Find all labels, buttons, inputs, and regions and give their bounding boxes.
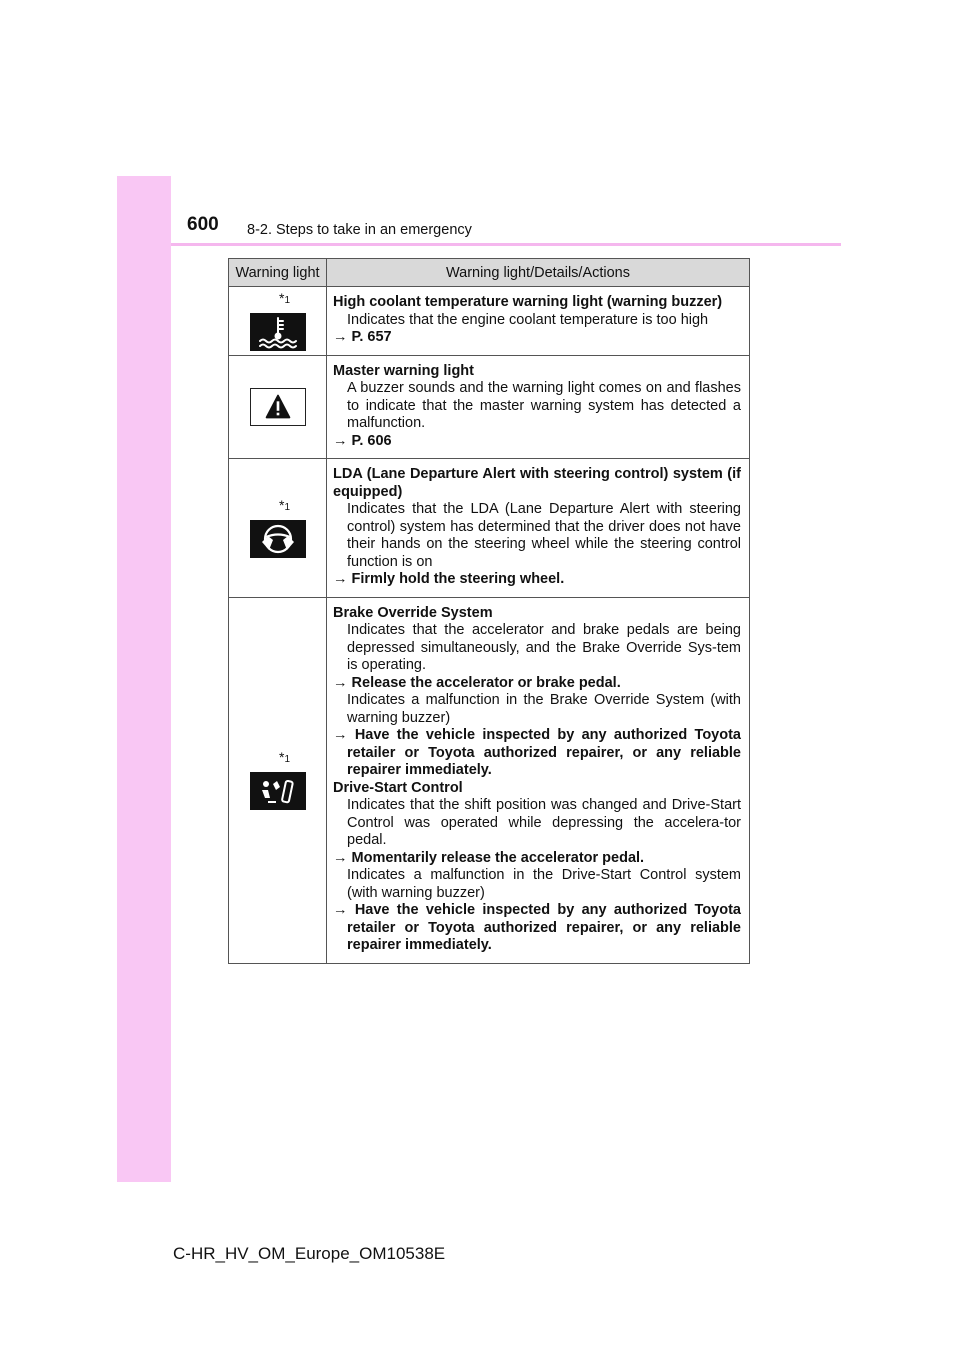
footnote-number: 1 <box>284 501 290 513</box>
column-header-warning-light: Warning light <box>229 259 327 287</box>
details-cell <box>327 287 750 356</box>
table-row <box>229 287 750 356</box>
column-header-details: Warning light/Details/Actions <box>327 259 750 287</box>
table-row <box>229 459 750 598</box>
description-text: Indicates that the LDA (Lane Departure Alert with steering control) system has determined that the driver does not have their hands on the steering wheel while the steering control function is on <box>347 501 741 570</box>
coolant-temperature-icon <box>250 313 306 351</box>
action-reference: → P. 657 <box>333 329 392 345</box>
warning-light-table <box>228 258 750 964</box>
action-reference: → Release the accelerator or brake pedal. <box>333 674 621 691</box>
header-divider <box>171 243 841 246</box>
master-warning-icon <box>250 388 306 426</box>
steering-hands-icon <box>250 520 306 558</box>
description-text: Indicates a malfunction in the Brake Override System (with warning buzzer) <box>347 692 741 726</box>
details-cell <box>327 597 750 963</box>
table-row <box>229 597 750 963</box>
action-reference: → P. 606 <box>333 432 392 449</box>
action-reference: → Momentarily release the accelerator pedal. <box>333 849 645 866</box>
footnote-marker <box>243 498 326 515</box>
action-reference: → Firmly hold the steering wheel. <box>333 571 565 587</box>
warning-light-cell <box>229 355 327 459</box>
footnote-number: 1 <box>284 754 290 765</box>
description-text: Indicates a malfunction in the Drive-Start Control system (with warning buzzer) <box>347 867 741 901</box>
page-number: 600 <box>187 214 219 235</box>
footnote-marker <box>243 750 326 767</box>
table-row <box>229 355 750 459</box>
description-text: Indicates that the engine coolant temperature is too high <box>347 311 709 328</box>
warning-title: Master warning light <box>333 362 474 379</box>
description-text: A buzzer sounds and the warning light comes on and flashes to indicate that the master warning system has detected a malfunction. <box>347 380 741 431</box>
description-text: Indicates that the accelerator and brake pedals are being depressed simultaneously, and the Brake Override Sys-tem is operating. <box>347 622 741 673</box>
footnote-marker <box>243 291 326 308</box>
warning-title: High coolant temperature warning light (warning buzzer) <box>333 294 723 310</box>
details-cell <box>327 459 750 598</box>
table-header-row <box>229 259 750 287</box>
side-color-band <box>117 176 171 1182</box>
action-reference: → Have the vehicle inspected by any authorized Toyota retailer or Toyota authorized repairer, or any reliable repairer immediately. <box>333 902 741 953</box>
brake-override-icon <box>250 772 306 810</box>
footnote-star: * <box>278 289 285 306</box>
warning-light-cell <box>229 597 327 963</box>
warning-title: LDA (Lane Departure Alert with steering control) system (if equipped) <box>333 466 741 500</box>
warning-light-cell <box>229 287 327 356</box>
warning-title: Brake Override System <box>333 604 493 621</box>
section-title: 8-2. Steps to take in an emergency <box>247 222 472 238</box>
document-code: C-HR_HV_OM_Europe_OM10538E <box>173 1244 446 1263</box>
footnote-star: * <box>278 496 285 513</box>
footnote-number: 1 <box>284 294 290 306</box>
warning-title: Drive-Start Control <box>333 779 463 796</box>
warning-light-cell <box>229 459 327 598</box>
footnote-star: * <box>278 749 285 765</box>
description-text: Indicates that the shift position was changed and Drive-Start Control was operated while depressing the accelera-tor pedal. <box>347 797 741 848</box>
action-reference: → Have the vehicle inspected by any authorized Toyota retailer or Toyota authorized repairer, or any reliable repairer immediately. <box>333 727 741 778</box>
details-cell <box>327 355 750 459</box>
